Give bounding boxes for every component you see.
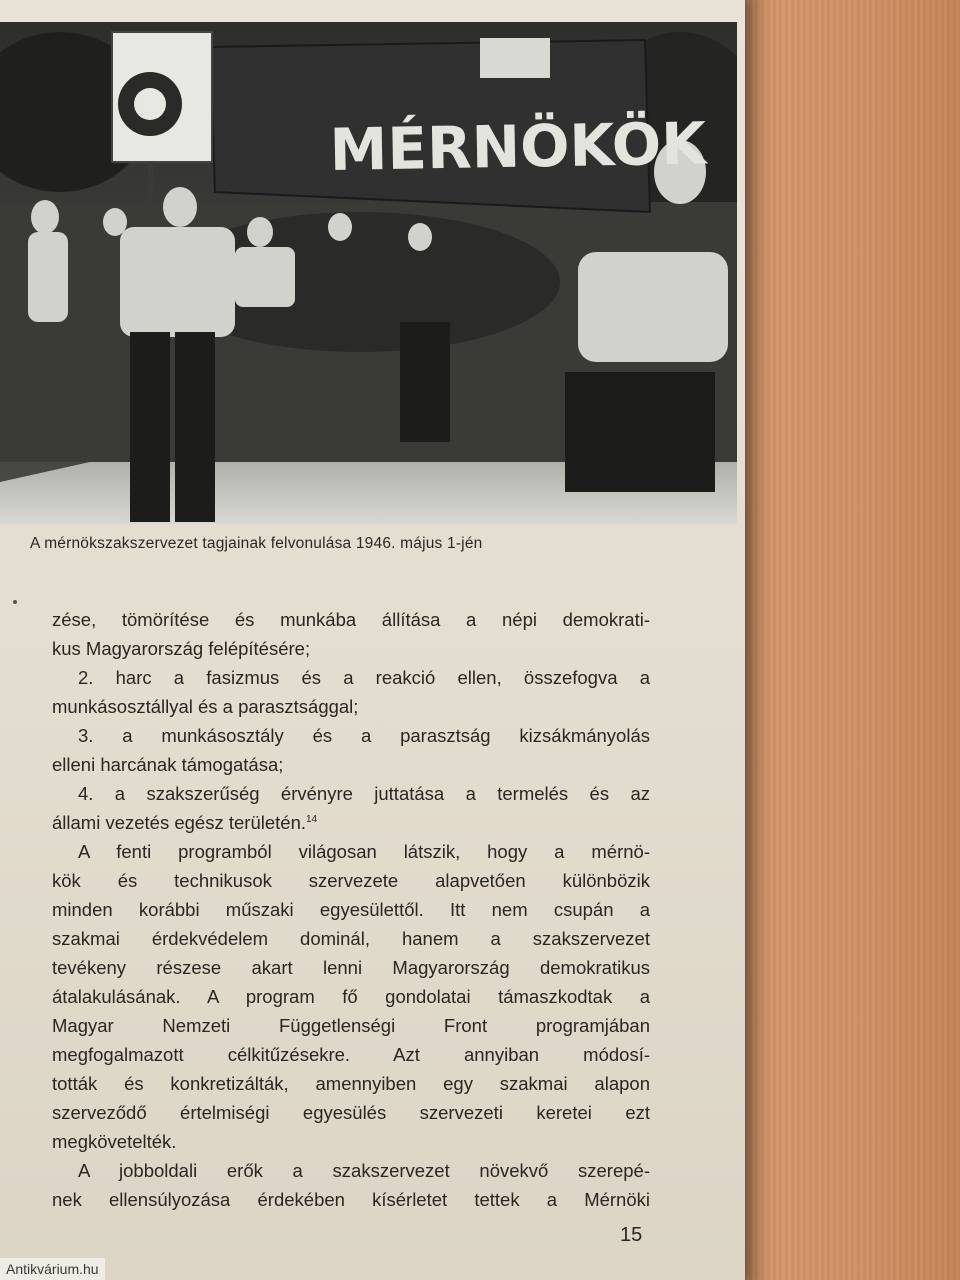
text-line-content: A jobboldali erők a szakszervezet növekvő szerepé- [78,1160,650,1181]
text-line [52,1040,650,1069]
text-line [52,1098,650,1127]
text-line [52,721,650,750]
text-line [52,808,650,837]
text-line [52,663,650,692]
parade-photo [0,22,737,524]
text-line [52,1185,650,1214]
text-line-content: Magyar Nemzeti Függetlenségi Front programjában [52,1015,650,1036]
text-line-content: elleni harcának támogatása; [52,754,284,775]
text-line-content: megfogalmazott célkitűzésekre. Azt annyiban módosí- [52,1044,650,1065]
text-line [52,953,650,982]
body-text [52,605,650,1214]
text-line [52,924,650,953]
text-line [52,982,650,1011]
text-line [52,692,650,721]
text-line [52,779,650,808]
text-line-content: állami vezetés egész területén. [52,812,306,833]
footnote-ref: 14 [306,813,318,825]
text-line [52,634,650,663]
text-line-content: nek ellensúlyozása érdekében kísérletet tettek a Mérnöki [52,1189,650,1210]
text-line-content: 3. a munkásosztály és a parasztság kizsákmányolás [78,725,650,746]
text-line [52,895,650,924]
text-line-content: kök és technikusok szervezete alapvetően különbözik [52,870,650,891]
text-line-content: zése, tömörítése és munkába állítása a népi demokrati- [52,609,650,630]
photo-caption: A mérnökszakszervezet tagjainak felvonulása 1946. május 1-jén [30,535,483,552]
text-line [52,1156,650,1185]
text-line [52,1127,650,1156]
text-line [52,1069,650,1098]
text-line-content: szakmai érdekvédelem dominál, hanem a szakszervezet [52,928,650,949]
text-line [52,605,650,634]
text-line [52,837,650,866]
text-line [52,750,650,779]
text-line-content: szerveződő értelmiségi egyesülés szervezeti keretei ezt [52,1102,650,1123]
text-line-content: munkásosztállyal és a parasztsággal; [52,696,359,717]
text-line-content: 4. a szakszerűség érvényre juttatása a termelés és az [78,783,650,804]
text-line-content: kus Magyarország felépítésére; [52,638,311,659]
text-line-content: tevékeny részese akart lenni Magyarország demokratikus [52,957,650,978]
text-line [52,1011,650,1040]
book-cover [740,0,960,1280]
text-line-content: tották és konkretizálták, amennyiben egy szakmai alapon [52,1073,650,1094]
banner-text: MÉRNÖKÖK [329,109,707,184]
watermark: Antikvárium.hu [0,1258,105,1280]
text-line-content: A fenti programból világosan látszik, hogy a mérnö- [78,841,650,862]
text-line-content: átalakulásának. A program fő gondolatai támaszkodtak a [52,986,650,1007]
page-number: 15 [620,1224,643,1246]
page-mark [13,600,17,604]
text-line-content: 2. harc a fasizmus és a reakció ellen, összefogva a [78,667,650,688]
text-line-content: minden korábbi műszaki egyesülettől. Itt nem csupán a [52,899,650,920]
text-line [52,866,650,895]
text-line-content: megkövetelték. [52,1131,177,1152]
